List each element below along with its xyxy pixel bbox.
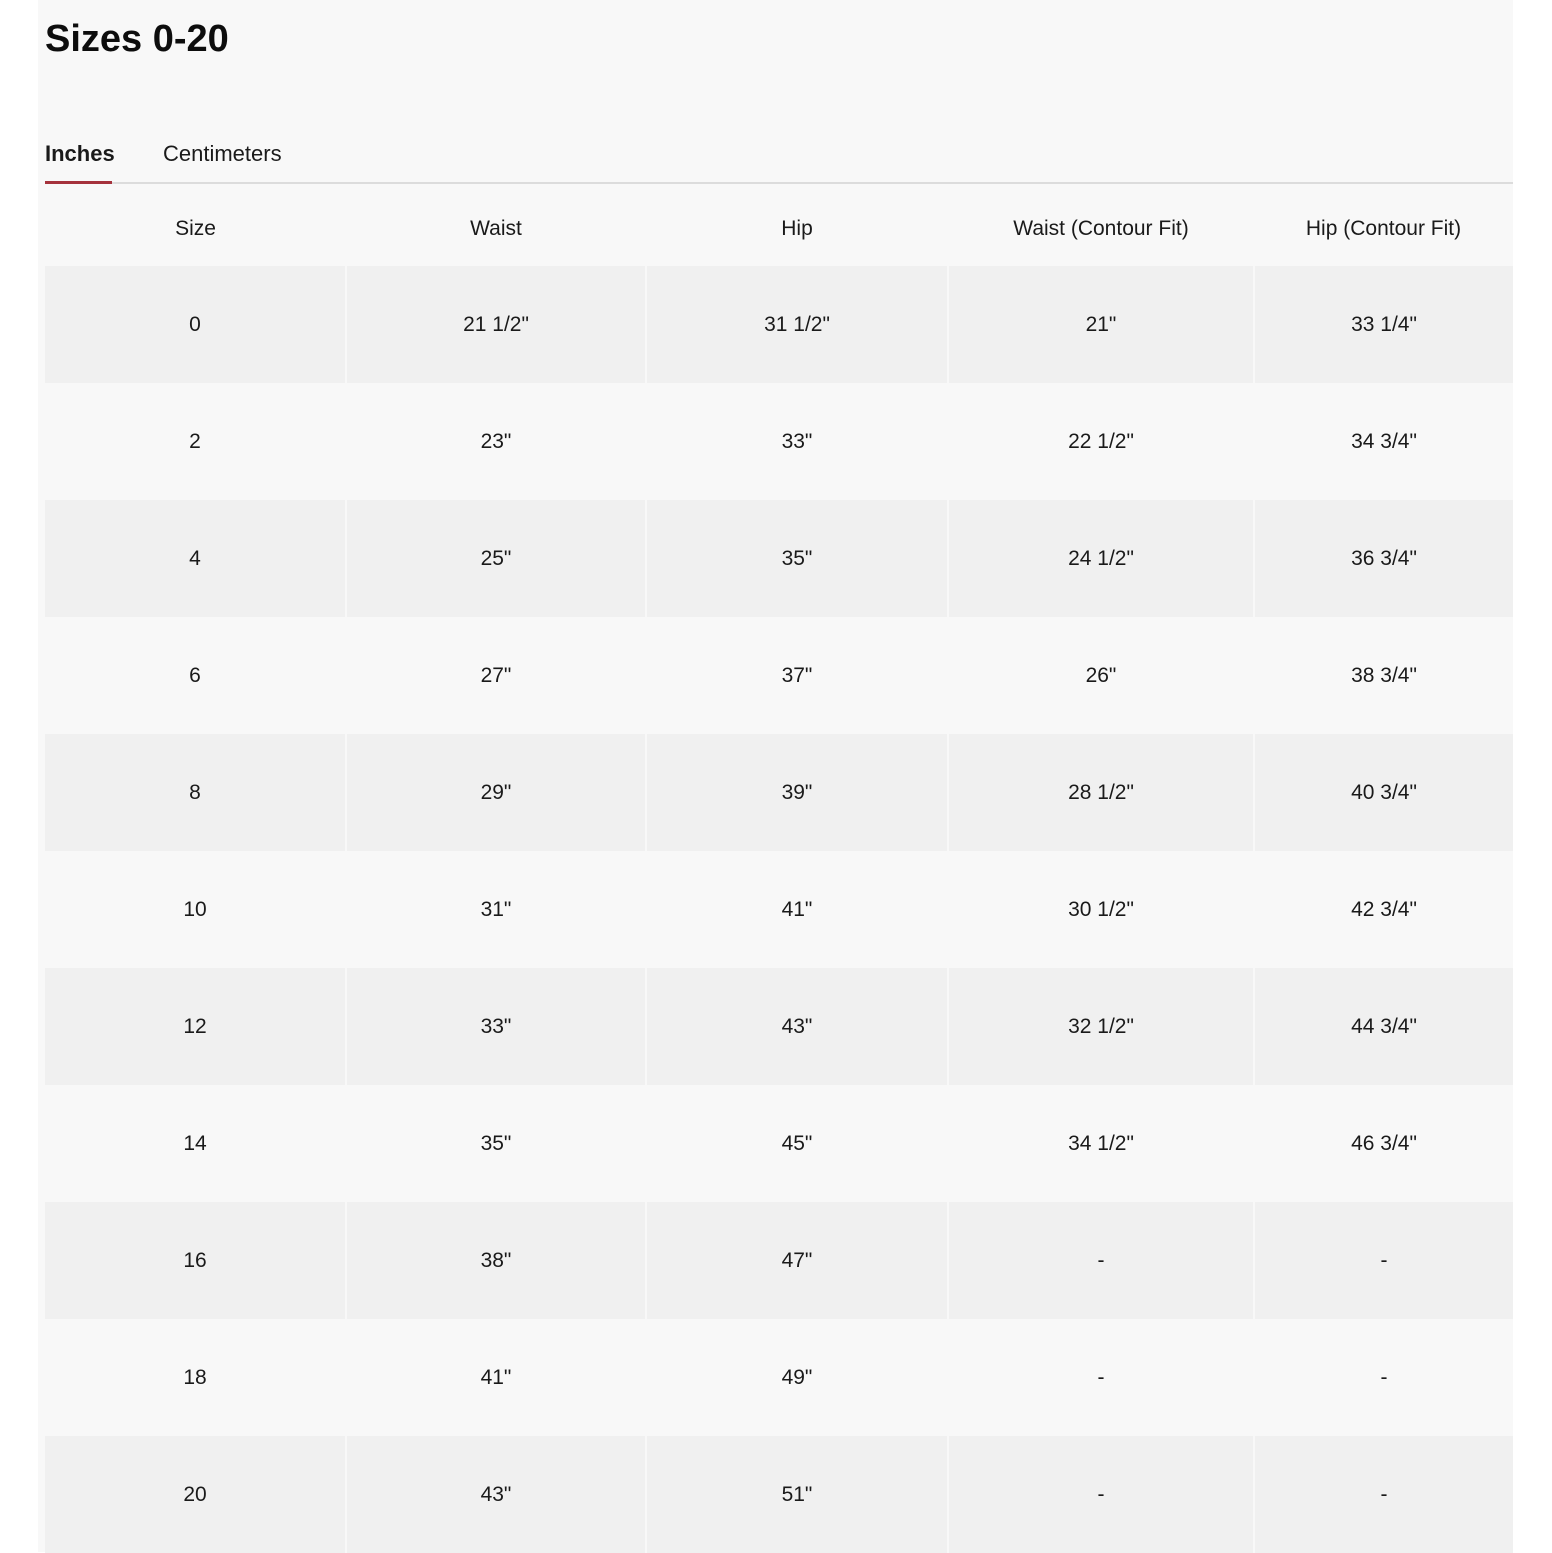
cell-waist-contour-fit: - <box>948 1319 1254 1436</box>
cell-hip: 35" <box>646 500 948 617</box>
cell-hip-contour-fit: 38 3/4" <box>1254 617 1513 734</box>
cell-waist-contour-fit: - <box>948 1202 1254 1319</box>
page-title: Sizes 0-20 <box>45 18 229 60</box>
table-row <box>45 968 1513 1085</box>
table-row <box>45 1085 1513 1202</box>
cell-waist-contour-fit: 22 1/2" <box>948 383 1254 500</box>
table-row <box>45 1319 1513 1436</box>
column-header-waist-contour-fit: Waist (Contour Fit) <box>1013 217 1189 240</box>
cell-hip-contour-fit: 42 3/4" <box>1254 851 1513 968</box>
cell-size: 0 <box>45 266 346 383</box>
tab-centimeters[interactable]: Centimeters <box>163 141 282 166</box>
cell-waist: 41" <box>346 1319 646 1436</box>
cell-waist-contour-fit: 34 1/2" <box>948 1085 1254 1202</box>
cell-waist: 31" <box>346 851 646 968</box>
cell-size: 4 <box>45 500 346 617</box>
table-row <box>45 1436 1513 1553</box>
unit-tabs <box>45 130 1513 184</box>
cell-waist: 21 1/2" <box>346 266 646 383</box>
cell-hip: 39" <box>646 734 948 851</box>
table-row <box>45 1202 1513 1319</box>
column-header-size: Size <box>175 217 216 240</box>
cell-size: 10 <box>45 851 346 968</box>
cell-waist-contour-fit: 24 1/2" <box>948 500 1254 617</box>
cell-size: 8 <box>45 734 346 851</box>
cell-waist: 27" <box>346 617 646 734</box>
cell-hip: 47" <box>646 1202 948 1319</box>
column-header-hip: Hip <box>781 217 813 240</box>
table-row <box>45 617 1513 734</box>
cell-hip: 41" <box>646 851 948 968</box>
table-header-row <box>45 190 1513 266</box>
table-row <box>45 383 1513 500</box>
tab-inches[interactable]: Inches <box>45 130 112 182</box>
cell-waist: 29" <box>346 734 646 851</box>
cell-size: 14 <box>45 1085 346 1202</box>
cell-hip-contour-fit: - <box>1254 1319 1513 1436</box>
cell-size: 12 <box>45 968 346 1085</box>
cell-waist: 43" <box>346 1436 646 1553</box>
cell-hip: 49" <box>646 1319 948 1436</box>
cell-waist: 25" <box>346 500 646 617</box>
column-header-hip-contour-fit: Hip (Contour Fit) <box>1305 217 1462 240</box>
cell-hip-contour-fit: - <box>1254 1436 1513 1553</box>
column-header-waist: Waist <box>470 217 522 240</box>
cell-hip: 45" <box>646 1085 948 1202</box>
cell-size: 20 <box>45 1436 346 1553</box>
cell-hip-contour-fit: 44 3/4" <box>1254 968 1513 1085</box>
cell-waist-contour-fit: - <box>948 1436 1254 1553</box>
cell-waist-contour-fit: 32 1/2" <box>948 968 1254 1085</box>
cell-waist-contour-fit: 26" <box>948 617 1254 734</box>
cell-hip-contour-fit: 34 3/4" <box>1254 383 1513 500</box>
cell-waist: 33" <box>346 968 646 1085</box>
cell-hip: 31 1/2" <box>646 266 948 383</box>
cell-waist: 35" <box>346 1085 646 1202</box>
cell-hip: 51" <box>646 1436 948 1553</box>
table-row <box>45 734 1513 851</box>
cell-waist: 38" <box>346 1202 646 1319</box>
cell-hip: 43" <box>646 968 948 1085</box>
cell-size: 16 <box>45 1202 346 1319</box>
cell-size: 2 <box>45 383 346 500</box>
table-row <box>45 500 1513 617</box>
cell-waist: 23" <box>346 383 646 500</box>
cell-hip-contour-fit: 40 3/4" <box>1254 734 1513 851</box>
cell-waist-contour-fit: 28 1/2" <box>948 734 1254 851</box>
table-row <box>45 266 1513 383</box>
cell-size: 6 <box>45 617 346 734</box>
cell-hip-contour-fit: 33 1/4" <box>1254 266 1513 383</box>
cell-size: 18 <box>45 1319 346 1436</box>
cell-hip-contour-fit: 36 3/4" <box>1254 500 1513 617</box>
size-table <box>45 190 1513 1553</box>
cell-hip: 33" <box>646 383 948 500</box>
cell-hip: 37" <box>646 617 948 734</box>
cell-waist-contour-fit: 21" <box>948 266 1254 383</box>
cell-waist-contour-fit: 30 1/2" <box>948 851 1254 968</box>
cell-hip-contour-fit: - <box>1254 1202 1513 1319</box>
table-row <box>45 851 1513 968</box>
cell-hip-contour-fit: 46 3/4" <box>1254 1085 1513 1202</box>
